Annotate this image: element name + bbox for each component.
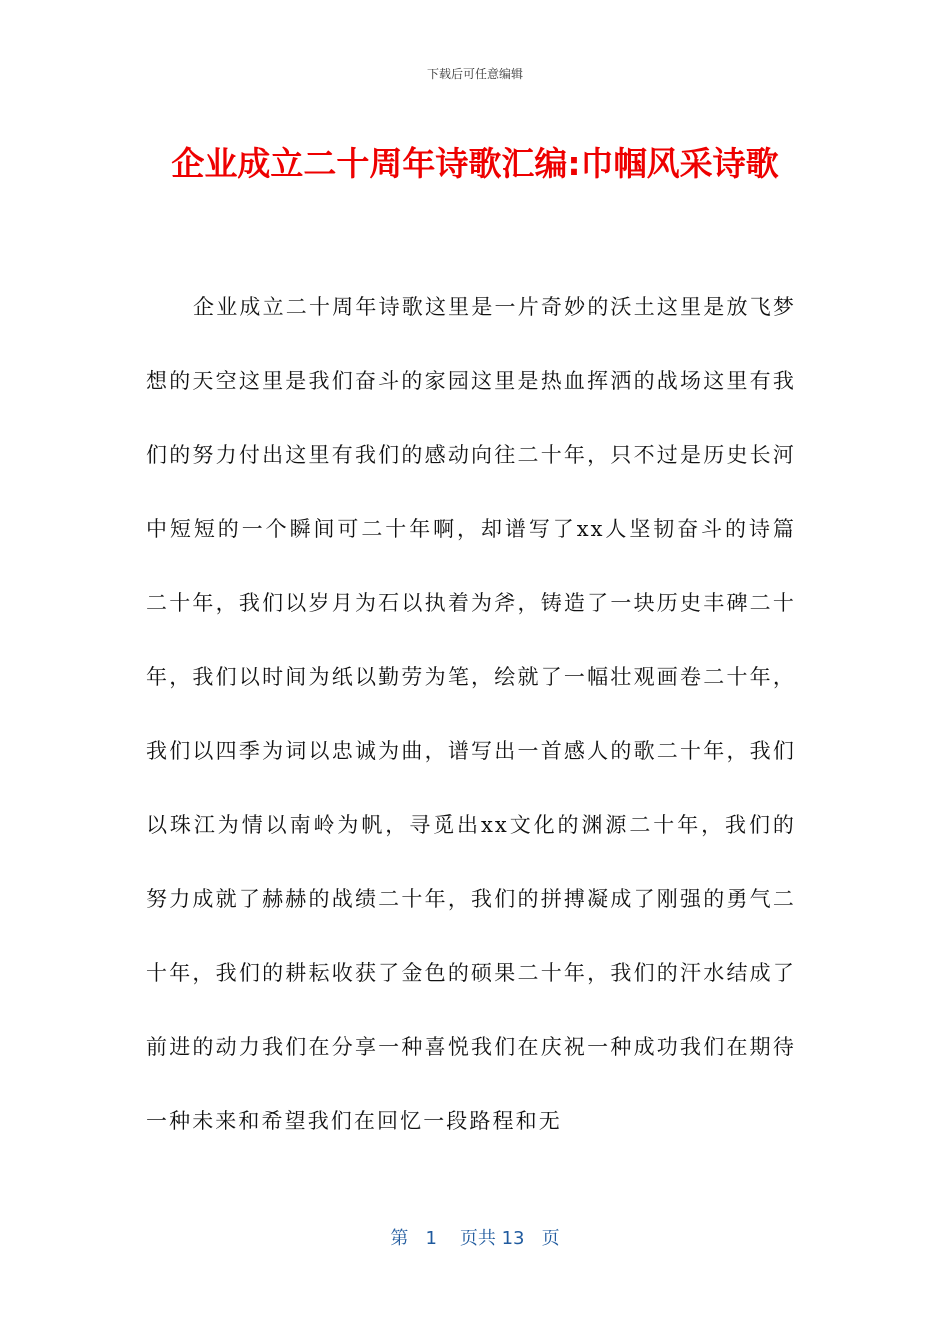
footer-total-pages: 13 bbox=[501, 1228, 525, 1249]
document-title: 企业成立二十周年诗歌汇编:巾帼风采诗歌 bbox=[171, 144, 779, 183]
footer-middle: 页共 bbox=[459, 1228, 496, 1249]
header-note: 下载后可任意编辑 bbox=[426, 67, 523, 81]
page-footer bbox=[0, 1226, 950, 1252]
body-paragraph: 企业成立二十周年诗歌这里是一片奇妙的沃土这里是放飞梦想的天空这里是我们奋斗的家园这里是热血挥洒的战场这里有我们的努力付出这里有我们的感动向往二十年，只不过是历史长河中短短的一个瞬间可二十年啊，却谱写了xx人坚韧奋斗的诗篇二十年，我们以岁月为石以执着为斧，铸造了一块历史丰碑二十年，我们以时间为纸以勤劳为笔，绘就了一幅壮观画卷二十年，我们以四季为词以忠诚为曲，谱写出一首感人的歌二十年，我们以珠江为情以南岭为帆，寻觅出xx文化的渊源二十年，我们的努力成就了赫赫的战绩二十年，我们的拼搏凝成了刚强的勇气二十年，我们的耕耘收获了金色的硕果二十年，我们的汗水结成了前进的动力我们在分享一种喜悦我们在庆祝一种成功我们在期待一种未来和希望我们在回忆一段路程和无 bbox=[146, 295, 796, 1133]
footer-suffix: 页 bbox=[541, 1228, 560, 1249]
footer-prefix: 第 bbox=[390, 1228, 409, 1249]
footer-current-page: 1 bbox=[425, 1228, 437, 1249]
